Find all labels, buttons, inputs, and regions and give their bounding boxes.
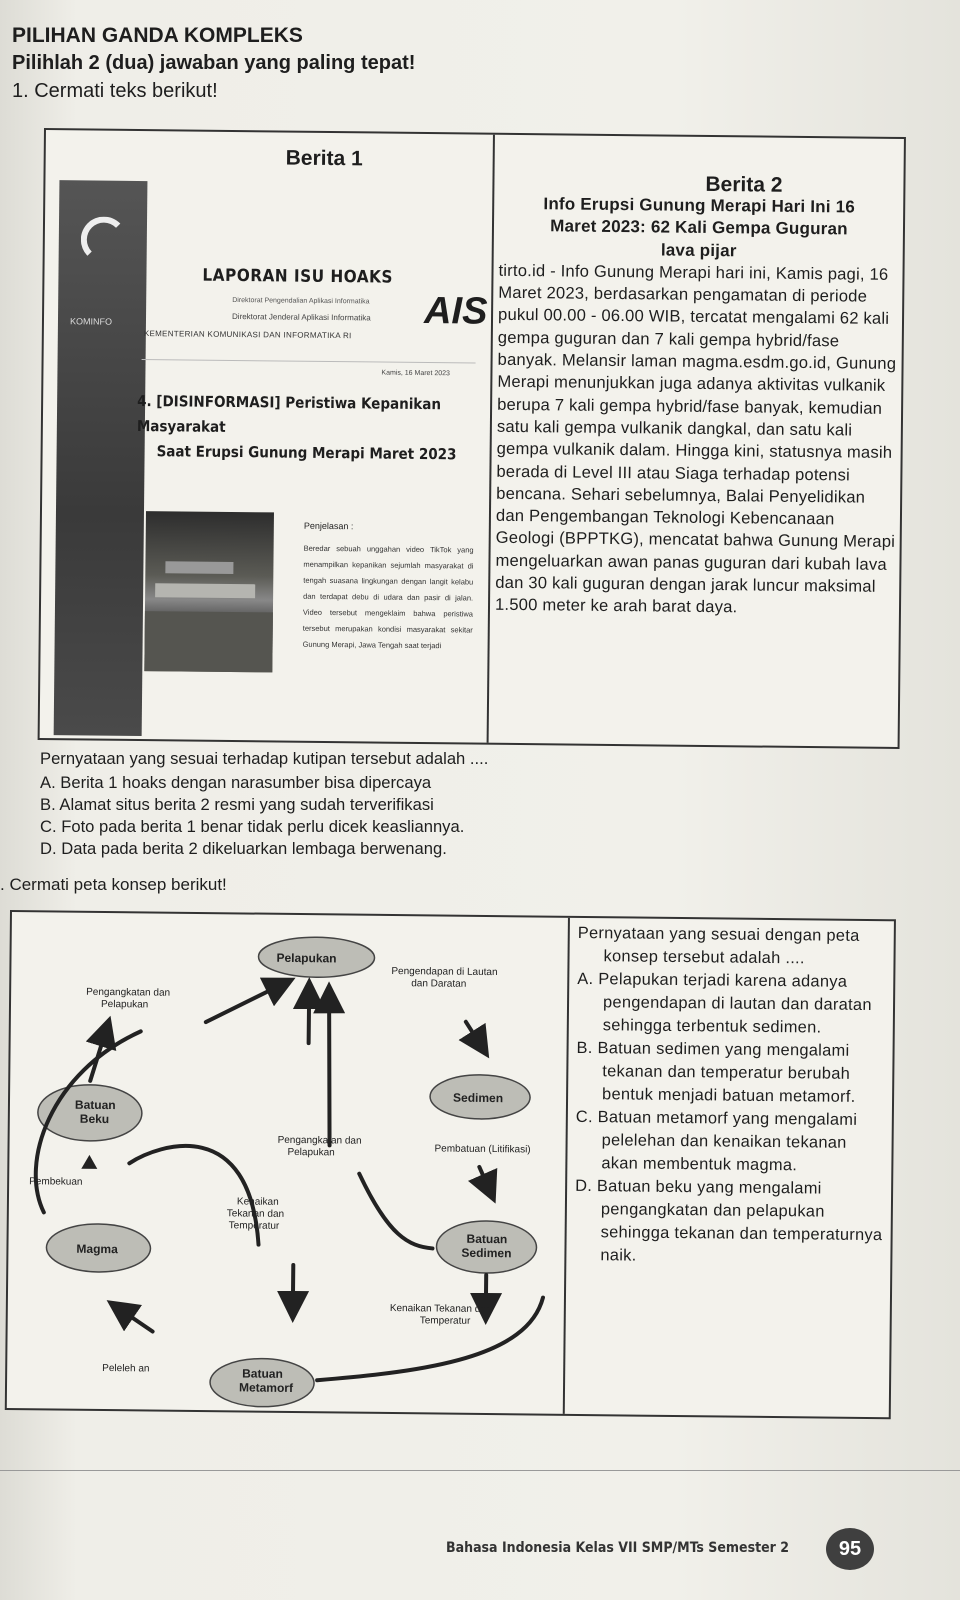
node-sedimen-label: Sedimen xyxy=(452,1090,504,1106)
question-2-label: . Cermati peta konsep berikut! xyxy=(0,875,227,894)
label-pembekuan: Pembekuan xyxy=(29,1176,83,1188)
arrow-to-sedimen xyxy=(466,1022,481,1045)
disinformation-title xyxy=(136,389,477,468)
label-pembatuan: Pembatuan (Litifikasi) xyxy=(434,1143,531,1156)
node-magma-label: Magma xyxy=(76,1241,118,1257)
label-pengendapan-line-2: dan Daratan xyxy=(411,978,467,990)
thumbnail-scene xyxy=(144,611,273,672)
page-number: 95 xyxy=(826,1528,874,1570)
thumbnail-caption-2 xyxy=(155,583,255,598)
label-peleleh: Peleleh an xyxy=(102,1362,150,1375)
question-2-option-b[interactable]: B. Batuan sedimen yang mengalami tekanan dan temperatur berubah bentuk menjadi batuan metamorf. xyxy=(576,1038,856,1106)
question-2-option-c[interactable]: C. Batuan metamorf yang mengalami pelelehan dan kenaikan tekanan akan membentuk magma. xyxy=(575,1107,858,1175)
report-subtitle-1: Direktorat Pengendalian Aplikasi Informatika xyxy=(232,296,370,306)
node-metamorf-label-1: Batuan xyxy=(242,1366,283,1381)
question-2-stem: Pernyataan yang sesuai dengan peta konsep tersebut adalah .... xyxy=(577,923,860,968)
berita-2-headline-3: lava pijar xyxy=(660,240,737,260)
news-comparison-table xyxy=(38,128,906,749)
thumbnail-caption-1 xyxy=(165,561,233,574)
footer-text: Bahasa Indonesia Kelas VII SMP/MTs Semester 2 xyxy=(446,1540,790,1556)
arrow-up-pelapukan-1 xyxy=(309,993,310,1043)
question-1-stem: Pernyataan yang sesuai terhadap kutipan tersebut adalah .... xyxy=(40,749,489,768)
disinformation-title-line-2: Saat Erupsi Gunung Merapi Maret 2023 xyxy=(156,442,457,464)
rock-cycle-diagram xyxy=(7,912,568,1414)
node-batuan-beku-label-1: Batuan xyxy=(74,1097,116,1113)
kominfo-label: KOMINFO xyxy=(69,316,113,327)
question-1-option-c[interactable]: C. Foto pada berita 1 benar tidak perlu dicek keasliannya. xyxy=(40,817,465,836)
section-instruction: Pilihlah 2 (dua) jawaban yang paling tepat! xyxy=(12,52,416,74)
label-kenaikan-2-b: Temperatur xyxy=(419,1315,471,1327)
concept-map-box xyxy=(5,910,896,1419)
berita-2-headline-1: Info Erupsi Gunung Merapi Hari Ini 16 xyxy=(543,194,856,217)
question-1-option-a[interactable]: A. Berita 1 hoaks dengan narasumber bisa dipercaya xyxy=(40,773,432,792)
arrow-peleleh xyxy=(120,1309,153,1331)
disinformation-title-line-1: 4. [DISINFORMASI] Peristiwa Kepanikan Masyarakat xyxy=(136,391,442,436)
explanation-text: Beredar sebuah unggahan video TikTok yang menampilkan kepanikan sejumlah masyarakat di tengah suasana lingkungan dengan langit kelabu dan terdapat debu di udara dan pasir di jalan. Video tersebut mengeklaim bahwa peristiwa tersebut merupakan kondisi masyarakat sekitar Gunung Merapi, Jawa Tengah saat terjadi xyxy=(302,543,474,651)
question-1-options xyxy=(40,772,464,860)
node-batuan-beku-label-2: Beku xyxy=(79,1111,110,1127)
label-kenaikan-1-c: Temperatur xyxy=(228,1220,280,1232)
berita-2-headline-2: Maret 2023: 62 Kali Gempa Guguran xyxy=(550,216,848,239)
question-2-option-a[interactable]: A. Pelapukan terjadi karena adanya pengendapan di lautan dan daratan sehingga terbentuk sedimen. xyxy=(577,969,872,1037)
arrow-to-pelapukan-left xyxy=(206,984,281,1023)
video-thumbnail-image xyxy=(144,511,274,672)
question-1-option-d[interactable]: D. Data pada berita 2 dikeluarkan lembaga berwenang. xyxy=(40,839,447,858)
label-pengangkatan-line: Pengangkatan dan xyxy=(86,986,171,999)
label-kenaikan-2 xyxy=(390,1303,495,1327)
label-pengangkatan-mid-1: Pengangkatan dan xyxy=(277,1134,362,1147)
label-pengendapan xyxy=(391,966,500,990)
label-pengendapan-line-1: Pengendapan di Lautan xyxy=(391,965,498,979)
section-title: PILIHAN GANDA KOMPLEKS xyxy=(12,24,303,47)
question-2-content xyxy=(574,922,890,1270)
report-title: LAPORAN ISU HOAKS xyxy=(202,265,394,288)
label-pengangkatan-mid-2: Pelapukan xyxy=(287,1146,335,1159)
label-kenaikan-2-a: Kenaikan Tekanan dan xyxy=(389,1302,492,1316)
hoax-report-image xyxy=(48,180,488,740)
arrow-up-pelapukan-2 xyxy=(328,997,332,1145)
ais-logo: AIS xyxy=(423,289,488,333)
table-column-divider xyxy=(487,135,495,743)
label-kenaikan-1-b: Tekanan dan xyxy=(226,1208,285,1220)
question-1-label: 1. Cermati teks berikut! xyxy=(12,80,218,102)
question-2-option-d[interactable]: D. Batuan beku yang mengalami pengangkatan dan pelapukan sehingga tekanan dan temperaturnya naik. xyxy=(575,1176,883,1265)
node-batuan-sedimen-label-1: Batuan xyxy=(466,1231,508,1247)
arrow-pembekuan-head xyxy=(81,1155,97,1169)
label-pengangkatan-mid xyxy=(277,1135,364,1159)
kominfo-sidebar xyxy=(54,180,148,736)
berita-2-title: Berita 2 xyxy=(705,172,783,197)
arrow-pembatuan xyxy=(479,1167,489,1189)
node-metamorf-label-2: Metamorf xyxy=(238,1380,294,1395)
explanation-label: Penjelasan : xyxy=(303,520,354,532)
berita-2-content xyxy=(495,193,899,621)
report-divider xyxy=(142,359,476,363)
label-pengangkatan-pelapukan xyxy=(86,987,173,1011)
footer-divider xyxy=(0,1470,960,1471)
report-date: Kamis, 16 Maret 2023 xyxy=(381,369,450,378)
question-1-option-b[interactable]: B. Alamat situs berita 2 resmi yang sudah terverifikasi xyxy=(40,795,434,814)
arrow-sedimen-curve xyxy=(358,1174,433,1249)
label-kenaikan-1-a: Kenaikan xyxy=(236,1196,279,1208)
label-pelapukan-line: Pelapukan xyxy=(100,998,149,1011)
berita-2-body: tirto.id - Info Gunung Merapi hari ini, Kamis pagi, 16 Maret 2023, berdasarkan pengamatan di periode pukul 00.00 - 06.00 WIB, tercatat mengalami 62 kali gempa guguran dan 7 kali gempa hybrid/fase banyak. Melansir laman magma.esdm.go.id, Gunung Merapi menunjukkan juga adanya aktivitas vulkanik berupa 7 kali gempa hybrid/fase banyak, kemudian satu kali gempa vulkanik dangkal, dan satu kali gempa vulkanik dalam. Hingga kini, statusnya masih berada di Level III atau Siaga terhadap potensi bencana. Sehari sebelumnya, Balai Penyelidikan dan Pengembangan Teknologi Kebencanaan Geologi (BPPTKG), mencatat bahwa Gunung Merapi mengeluarkan awan panas guguran dari kubah lava dan 30 kali guguran dengan jarak luncur maksimal 1.500 meter ke arah barat daya. xyxy=(494,260,897,617)
report-subtitle-2: Direktorat Jenderal Aplikasi Informatika xyxy=(231,311,371,323)
node-pelapukan-label: Pelapukan xyxy=(276,950,337,966)
report-ministry: KEMENTERIAN KOMUNIKASI DAN INFORMATIKA RI xyxy=(143,329,352,341)
node-batuan-sedimen-label-2: Sedimen xyxy=(461,1245,512,1261)
kominfo-logo-icon xyxy=(81,216,127,262)
berita-1-title: Berita 1 xyxy=(285,146,363,171)
